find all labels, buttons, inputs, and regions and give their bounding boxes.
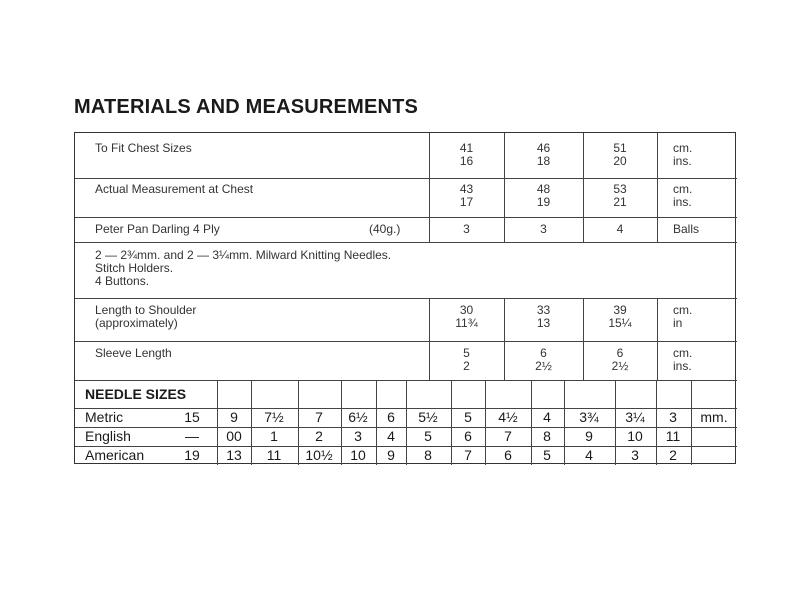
size-value-3: 39 15¼ <box>608 303 632 330</box>
materials-table <box>74 132 736 464</box>
needle-size-cell: mm. <box>700 409 728 425</box>
needle-size-cell: 5½ <box>418 409 438 425</box>
needle-size-cell: 6½ <box>348 409 368 425</box>
size-value-2: 46 18 <box>536 141 551 168</box>
size-value-1: 30 11¾ <box>455 303 478 330</box>
needle-size-cell: 3¼ <box>625 409 645 425</box>
needle-row-label: American <box>85 447 145 463</box>
needle-size-cell: 8 <box>543 428 551 444</box>
needle-size-cell: 4 <box>543 409 551 425</box>
actual-measurement-label: Actual Measurement at Chest <box>95 182 254 196</box>
needle-size-cell: 10 <box>627 428 643 444</box>
needle-size-cell: 4½ <box>498 409 518 425</box>
size-value-1: 5 2 <box>463 346 470 373</box>
column-divider <box>657 217 658 242</box>
needle-size-cell: 10½ <box>305 447 333 463</box>
needle-size-cell: 1 <box>270 428 278 444</box>
row-divider <box>75 242 737 243</box>
row-divider <box>75 298 737 299</box>
row-divider <box>75 178 737 179</box>
unit-label: cm. ins. <box>673 346 693 373</box>
size-value-3: 6 2½ <box>611 346 629 373</box>
needle-size-cell: 3 <box>631 447 639 463</box>
yarn-weight: (40g.) <box>369 222 401 236</box>
needle-size-cell: 6 <box>464 428 472 444</box>
size-value-1: 43 17 <box>459 182 474 209</box>
column-divider <box>657 341 658 380</box>
needle-size-cell: 3 <box>354 428 362 444</box>
needle-size-cell: 00 <box>226 428 242 444</box>
yarn-label: Peter Pan Darling 4 Ply <box>95 222 220 236</box>
needle-size-cell: 4 <box>585 447 593 463</box>
needle-size-cell: 9 <box>230 409 238 425</box>
needle-size-cell: 6 <box>504 447 512 463</box>
needle-row-label: English <box>85 428 131 444</box>
size-value-2: 48 19 <box>536 182 551 209</box>
needle-size-cell: 2 <box>315 428 323 444</box>
needle-size-cell: 9 <box>585 428 593 444</box>
needle-size-cell: 6 <box>387 409 395 425</box>
needle-size-cell: 3¾ <box>579 409 599 425</box>
needle-size-cell: 3 <box>669 409 677 425</box>
needle-size-cell: 7 <box>504 428 512 444</box>
needle-size-cell: 8 <box>424 447 432 463</box>
needle-row-label: Metric <box>85 409 124 425</box>
shoulder-length-label: Length to Shoulder (approximately) <box>95 303 197 330</box>
needle-size-cell: 7 <box>315 409 323 425</box>
needle-size-cell: 11 <box>266 447 282 463</box>
size-value-2: 33 13 <box>536 303 551 330</box>
unit-label: Balls <box>673 222 700 236</box>
column-divider <box>657 298 658 341</box>
needle-size-cell: 19 <box>184 447 200 463</box>
page-title: MATERIALS AND MEASUREMENTS <box>74 96 419 118</box>
needles-note: 2 — 2¾mm. and 2 — 3¼mm. Milward Knitting Needles. Stitch Holders. 4 Buttons. <box>95 248 392 288</box>
unit-label: cm. ins. <box>673 182 693 209</box>
size-value-3: 53 21 <box>613 182 627 209</box>
needle-size-cell: 10 <box>350 447 366 463</box>
needle-size-cell: — <box>185 428 199 444</box>
needle-size-cell: 7 <box>464 447 472 463</box>
needle-sizes-title: NEEDLE SIZES <box>85 386 187 402</box>
column-divider <box>657 178 658 217</box>
size-value-2: 6 2½ <box>535 346 552 373</box>
unit-label: cm. in <box>673 303 693 330</box>
needle-size-cell: 2 <box>669 447 677 463</box>
needle-size-cell: 5 <box>464 409 472 425</box>
needle-size-cell: 5 <box>424 428 432 444</box>
needle-size-cell: 4 <box>387 428 395 444</box>
needle-size-cell: 5 <box>543 447 551 463</box>
needle-size-cell: 11 <box>665 428 681 444</box>
needle-size-cell: 15 <box>184 409 200 425</box>
needle-size-cell: 9 <box>387 447 395 463</box>
sleeve-length-label: Sleeve Length <box>95 346 172 360</box>
row-divider <box>75 341 737 342</box>
needle-size-cell: 13 <box>226 447 242 463</box>
ball-count-1: 3 <box>463 222 470 236</box>
size-value-1: 41 16 <box>459 141 474 168</box>
ball-count-3: 4 <box>616 222 624 236</box>
unit-label: cm. ins. <box>673 141 693 168</box>
ball-count-2: 3 <box>540 222 547 236</box>
needle-size-cell: 7½ <box>264 409 284 425</box>
size-value-3: 51 20 <box>613 141 627 168</box>
row-divider <box>75 217 737 218</box>
column-divider <box>657 133 658 178</box>
chest-size-label: To Fit Chest Sizes <box>95 141 192 155</box>
